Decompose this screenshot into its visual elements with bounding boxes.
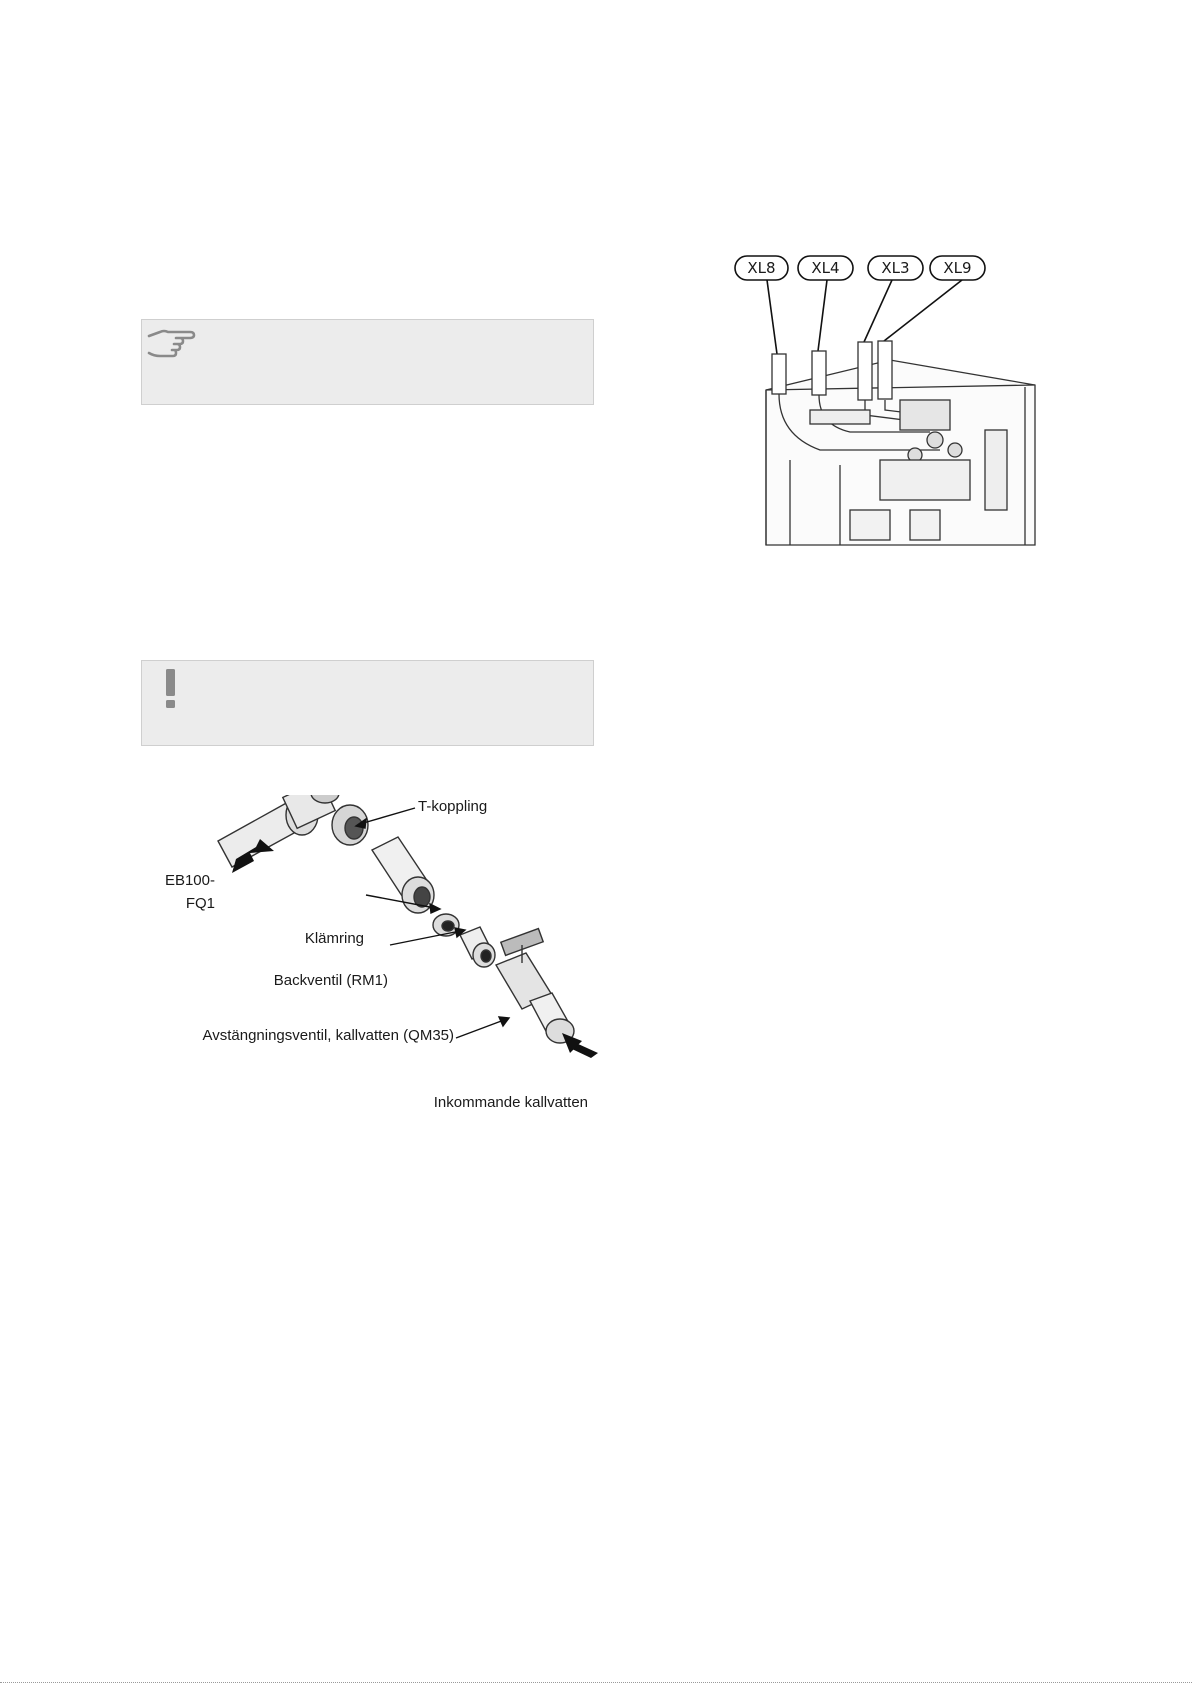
callout-label: XL9	[943, 259, 972, 277]
pointing-hand-icon	[146, 326, 198, 364]
label-clamp-ring: Klämring	[304, 930, 364, 947]
callout-xl4	[798, 256, 853, 280]
label-pipe-eb100: EB100-	[164, 872, 215, 889]
valve-figure	[150, 795, 600, 1115]
callout-label: XL4	[811, 259, 840, 277]
callout-label: XL3	[881, 259, 910, 277]
callout-xl8	[735, 256, 788, 280]
label-incoming-water: Inkommande kallvatten	[433, 1094, 588, 1111]
callout-xl9	[930, 256, 985, 280]
label-pipe-fq1: FQ1	[185, 895, 215, 912]
exclamation-icon	[164, 669, 178, 713]
unit-figure	[730, 250, 1040, 550]
label-shutoff-valve: Avstängningsventil, kallvatten (QM35)	[202, 1027, 454, 1044]
label-check-valve: Backventil (RM1)	[273, 972, 388, 989]
callout-xl3	[868, 256, 923, 280]
callout-label: XL8	[747, 259, 776, 277]
label-t-coupling: T-koppling	[418, 798, 488, 815]
footer-rule	[0, 1682, 1192, 1683]
warning-box	[141, 660, 594, 746]
tip-box	[141, 319, 594, 405]
